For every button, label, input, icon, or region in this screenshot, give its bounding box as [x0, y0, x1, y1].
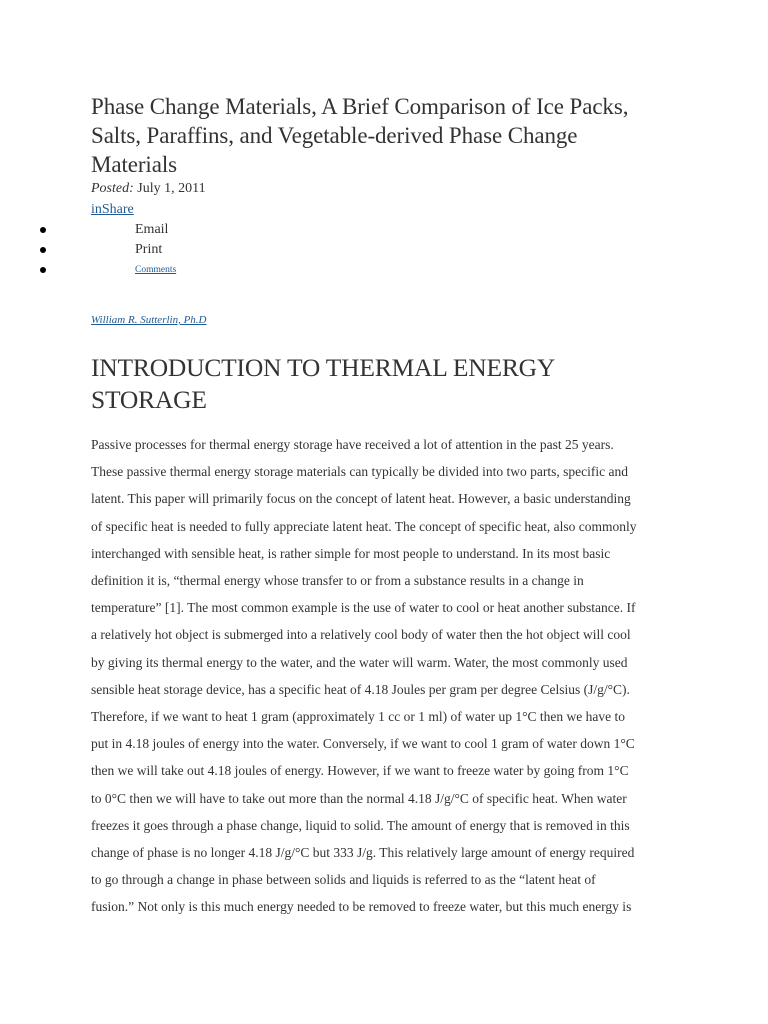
article-container	[91, 92, 681, 921]
section-heading-line: INTRODUCTION TO THERMAL ENERGY	[91, 353, 556, 382]
body-text-line: a relatively hot object is submerged into a relatively cool body of water then the hot object will cool	[91, 627, 631, 643]
body-text-line: put in 4.18 joules of energy into the water. Conversely, if we want to cool 1 gram of water down 1°C	[91, 736, 635, 752]
share-item-label: Print	[135, 242, 163, 257]
body-text-line: Therefore, if we want to heat 1 gram (approximately 1 cc or 1 ml) of water up 1°C then we have to	[91, 709, 625, 725]
article-title-line: Salts, Paraffins, and Vegetable-derived Phase Change	[91, 123, 578, 148]
bullet-icon	[40, 247, 46, 253]
body-text-line: by giving its thermal energy to the water, and the water will warm. Water, the most commonly used	[91, 654, 628, 670]
body-text-line: latent. This paper will primarily focus on the concept of latent heat. However, a basic understanding	[91, 491, 631, 507]
body-text-line: change of phase is no longer 4.18 J/g/°C but 333 J/g. This relatively large amount of energy required	[91, 845, 635, 861]
bullet-icon	[40, 267, 46, 273]
body-text-line: then we will take out 4.18 joules of energy. However, if we want to freeze water by going from 1°C	[91, 763, 629, 779]
posted-label: Posted:	[91, 181, 134, 196]
body-text-line: of specific heat is needed to fully appreciate latent heat. The concept of specific heat, also commonly	[91, 518, 637, 534]
posted-date: July 1, 2011	[137, 181, 206, 196]
posted-line	[91, 179, 681, 199]
author-link[interactable]: William R. Sutterlin, Ph.D	[91, 314, 207, 326]
bullet-icon	[40, 227, 46, 233]
body-text-line: fusion.” Not only is this much energy needed to be removed to freeze water, but this much energy is	[91, 899, 632, 915]
body-text-line: interchanged with sensible heat, is rather simple for most people to understand. In its most basic	[91, 545, 611, 561]
section-heading-line: STORAGE	[91, 385, 207, 414]
section-heading	[91, 352, 681, 416]
body-text-line: These passive thermal energy storage materials can typically be divided into two parts, specific and	[91, 464, 628, 480]
article-title-line: Phase Change Materials, A Brief Comparison of Ice Packs,	[91, 94, 629, 119]
share-item-comments[interactable]	[40, 260, 340, 280]
inshare-link[interactable]: inShare	[91, 202, 134, 217]
article-title-line: Materials	[91, 152, 177, 177]
share-item-print[interactable]	[40, 240, 340, 260]
body-text-line: to 0°C then we will have to take out more than the normal 4.18 J/g/°C of specific heat. When water	[91, 790, 627, 806]
body-text-line: Passive processes for thermal energy storage have received a lot of attention in the past 25 years.	[91, 437, 614, 452]
body-text-line: to go through a change in phase between solids and liquids is referred to as the “latent heat of	[91, 872, 596, 888]
share-item-email[interactable]	[40, 220, 340, 240]
body-text-line: freezes it goes through a phase change, liquid to solid. The amount of energy that is removed in this	[91, 817, 630, 833]
article-body	[91, 431, 676, 921]
share-item-label: Email	[135, 222, 169, 237]
comments-link[interactable]: Comments	[135, 265, 177, 275]
body-text-line: sensible heat storage device, has a specific heat of 4.18 Joules per gram per degree Celsius (J/g/°C).	[91, 681, 630, 697]
article-title	[91, 92, 681, 179]
body-text-line: definition it is, “thermal energy whose transfer to or from a substance results in a change in	[91, 573, 584, 589]
body-text-line: temperature” [1]. The most common example is the use of water to cool or heat another substance. If	[91, 600, 636, 616]
share-list	[40, 220, 340, 280]
